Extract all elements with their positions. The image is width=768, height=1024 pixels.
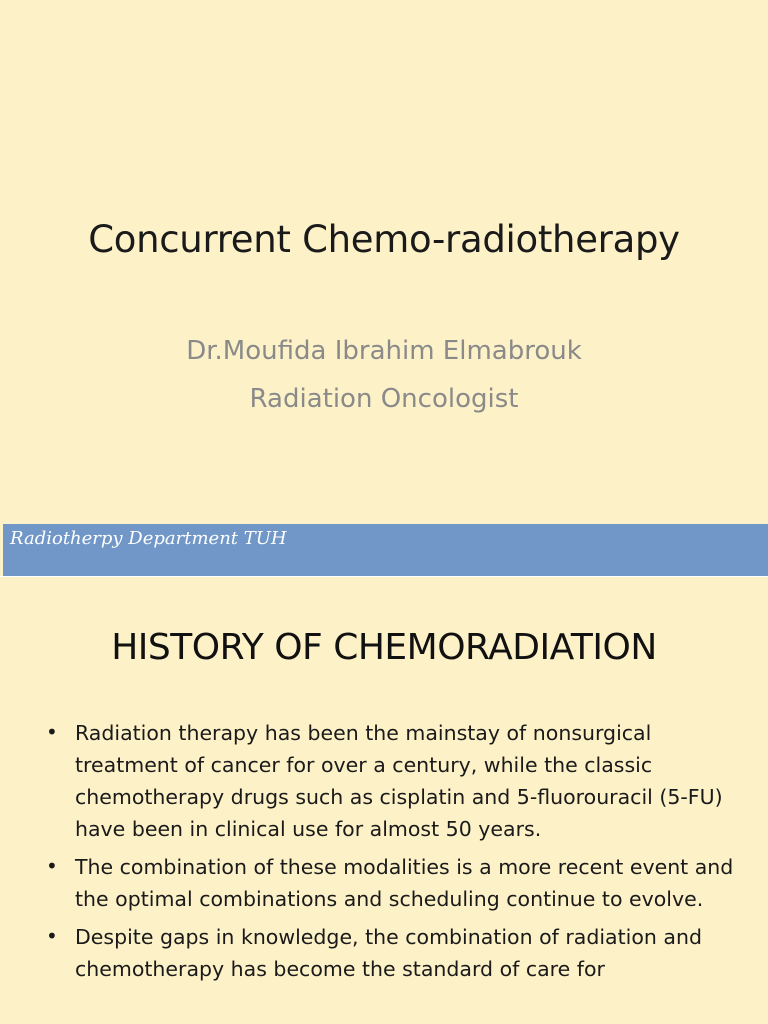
content-slide [0, 577, 768, 1024]
bullet-text: Despite gaps in knowledge, the combination of radiation and chemotherapy has become the standard of care for [75, 925, 702, 981]
bullet-list [46, 717, 736, 991]
bullet-item [46, 851, 736, 915]
footer-department: Radiotherpy Department TUH [10, 528, 287, 549]
bullet-icon: • [46, 720, 58, 744]
bullet-icon: • [46, 854, 58, 878]
author-name: Dr.Moufida Ibrahim Elmabrouk [186, 336, 582, 366]
author-role: Radiation Oncologist [249, 384, 519, 414]
bullet-item [46, 921, 736, 985]
bullet-text: Radiation therapy has been the mainstay of nonsurgical treatment of cancer for over a century, while the classic chemotherapy drugs such as cisplatin and 5-fluorouracil (5-FU) have been in clinical use for almost 50 years. [75, 721, 723, 841]
section-title: HISTORY OF CHEMORADIATION [111, 627, 657, 668]
bullet-text: The combination of these modalities is a more recent event and the optimal combinations and scheduling continue to evolve. [75, 855, 734, 911]
slide-title: Concurrent Chemo-radiotherapy [88, 218, 680, 261]
bullet-item [46, 717, 736, 845]
bullet-icon: • [46, 924, 58, 948]
